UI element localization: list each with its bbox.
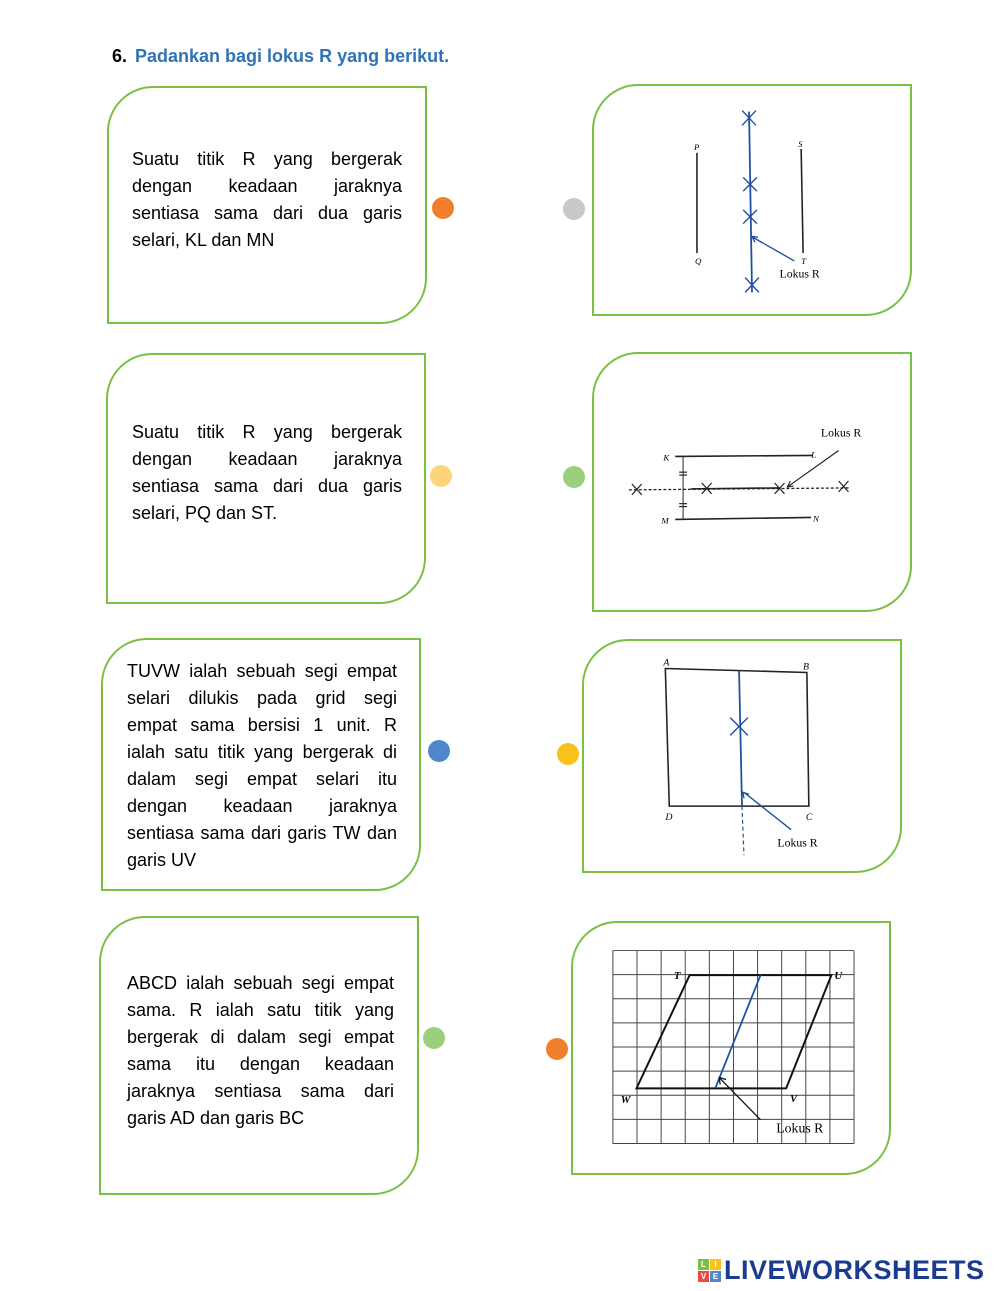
locus-diagram-abcd (584, 641, 900, 871)
label-p: P (694, 141, 700, 152)
locus-label-1: Lokus R (779, 266, 820, 281)
locus-label-3: Lokus R (777, 835, 818, 850)
question-card-1 (107, 86, 427, 324)
logo-mark (698, 1259, 721, 1282)
question-text-1: Suatu titik R yang bergerak dengan keadaan jaraknya sentiasa sama dari dua garis selari, KL dan MN (132, 149, 402, 250)
answer-dot-4[interactable] (546, 1038, 568, 1060)
label-t: T (673, 970, 681, 983)
logo-wordmark: LIVEWORKSHEETS (724, 1254, 985, 1285)
answer-card-3 (582, 639, 902, 873)
label-d: D (665, 811, 673, 823)
label-k: K (663, 452, 670, 463)
locus-label-4: Lokus R (776, 1120, 824, 1136)
locus-diagram-tuvw (573, 923, 889, 1173)
label-n: N (813, 513, 819, 524)
square-grid (613, 951, 854, 1144)
question-number: 6. (112, 46, 128, 66)
question-dot-2[interactable] (430, 465, 452, 487)
logo-mark-letter: E (710, 1271, 721, 1282)
question-card-4 (99, 916, 419, 1195)
label-u: U (834, 970, 843, 983)
question-text-2: Suatu titik R yang bergerak dengan keadaan jaraknya sentiasa sama dari dua garis selari, PQ dan ST. (132, 422, 402, 523)
logo-mark-letter: V (698, 1271, 709, 1282)
question-card-2 (106, 353, 426, 604)
answer-dot-1[interactable] (563, 198, 585, 220)
label-s: S (798, 138, 803, 149)
question-dot-1[interactable] (432, 197, 454, 219)
answer-dot-3[interactable] (557, 743, 579, 765)
locus-diagram-kl-mn (594, 354, 910, 610)
logo-mark-letter: L (698, 1259, 709, 1270)
locus-diagram-pq-st (594, 86, 910, 314)
label-m: M (661, 515, 669, 526)
question-dot-4[interactable] (423, 1027, 445, 1049)
question-text-3: TUVW ialah sebuah segi empat selari dilukis pada grid segi empat sama bersisi 1 unit. R ialah satu titik yang bergerak di dalam segi empat selari itu dengan keadaan jaraknya sentiasa sama dari garis TW dan garis UV (127, 661, 397, 870)
answer-dot-2[interactable] (563, 466, 585, 488)
label-t: T (801, 255, 807, 266)
question-instruction: Padankan bagi lokus R yang berikut. (135, 46, 450, 66)
question-text-4: ABCD ialah sebuah segi empat sama. R ialah satu titik yang bergerak di dalam segi empat sama itu dengan keadaan jaraknya sentiasa sama dari garis AD dan garis BC (127, 973, 394, 1128)
answer-card-2 (592, 352, 912, 612)
label-w: W (620, 1094, 631, 1107)
label-q: Q (695, 255, 702, 266)
label-c: C (805, 811, 813, 823)
question-card-3 (101, 638, 421, 891)
label-a: A (663, 657, 670, 669)
label-v: V (790, 1093, 798, 1106)
locus-label-2: Lokus R (820, 425, 862, 440)
answer-card-1 (592, 84, 912, 316)
answer-card-4 (571, 921, 891, 1175)
question-dot-3[interactable] (428, 740, 450, 762)
logo-mark-letter: I (710, 1259, 721, 1270)
label-b: B (802, 661, 809, 673)
label-l: L (811, 449, 817, 460)
question-title (112, 46, 449, 67)
liveworksheets-logo (698, 1255, 985, 1285)
